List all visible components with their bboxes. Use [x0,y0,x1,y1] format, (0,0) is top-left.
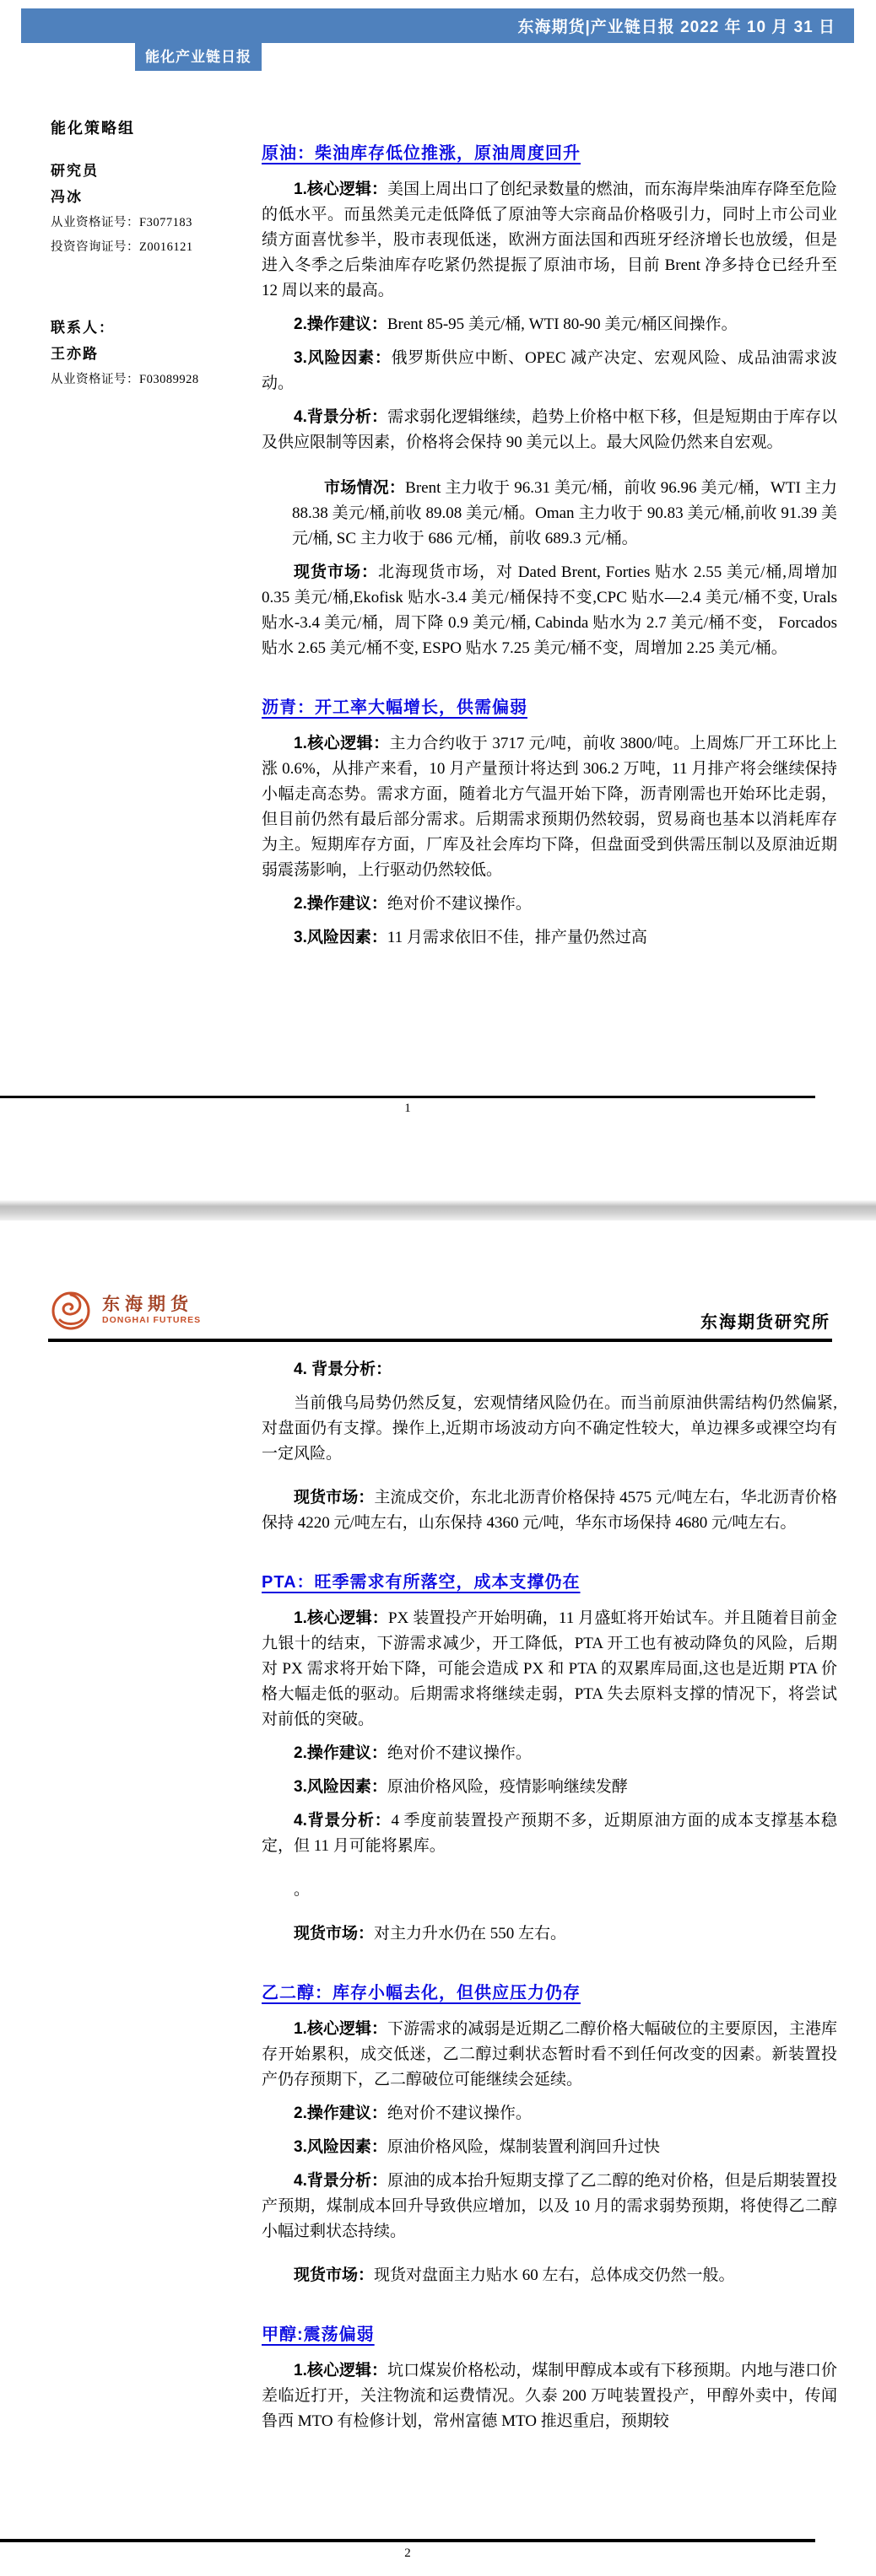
researcher-name: 冯冰 [51,189,83,205]
paragraph-lead: 2.操作建议： [294,315,387,333]
pta-spot-market: 现货市场：对主力升水仍在 550 左右。 [294,1925,567,1943]
crude-risks: 3.风险因素：俄罗斯供应中断、OPEC 减产决定、宏观风险、成品油需求波动。 [262,349,837,392]
meg-advice: 2.操作建议：绝对价不建议操作。 [294,2104,532,2122]
paragraph-lead: 4.背景分析： [294,2172,388,2190]
section-heading-crude: 原油：柴油库存低位推涨，原油周度回升 [262,144,581,163]
page1-main-column [262,139,837,959]
paragraph-lead: 1.核心逻辑： [294,735,390,752]
paragraph-lead: 2.操作建议： [294,895,387,913]
page1-footer-rule [0,1096,815,1098]
document-header-bar [21,8,854,43]
paragraph-lead: 1.核心逻辑： [294,2020,388,2038]
paragraph-lead: 现货市场： [294,563,379,581]
asphalt-background-text: 当前俄乌局势仍然反复，宏观情绪风险仍在。而当前原油供需结构仍然偏紧,对盘面仍有支撑。操作上,近期市场波动方向不确定性较大，单边裸多或裸空均有一定风险。 [262,1394,837,1463]
research-institute-title: 东海期货研究所 [700,1313,830,1332]
asphalt-advice: 2.操作建议：绝对价不建议操作。 [294,895,532,913]
methanol-core-logic: 1.核心逻辑：坑口煤炭价格松动，煤制甲醇成本或有下移预期。内地与港口价差临近打开，关注物流和运费情况。久泰 200 万吨装置投产，甲醇外卖中，传闻鲁西 MTO 有检修计划，常州富德 MTO 推迟重启，预期较 [262,2362,837,2430]
meg-core-logic: 1.核心逻辑：下游需求的减弱是近期乙二醇价格大幅破位的主要原因，主港库存开始累积，成交低迷，乙二醇过剩状态暂时看不到任何改变的因素。新装置投产仍存预期下，乙二醇破位可能继续会延续。 [262,2020,837,2088]
paragraph-lead: 4.背景分析： [294,408,388,426]
asphalt-spot-market: 现货市场：主流成交价，东北北沥青价格保持 4575 元/吨左右，华北沥青价格保持 4220 元/吨左右，山东保持 4360 元/吨，华东市场保持 4680 元/吨左右。 [262,1489,837,1532]
advisory-cert-number: 投资咨询证号：Z0016121 [51,240,193,254]
report-type-badge: 能化产业链日报 [135,41,262,71]
meg-spot-market: 现货市场：现货对盘面主力贴水 60 左右，总体成交仍然一般。 [294,2266,735,2284]
donghai-logo-icon [48,1286,95,1335]
page2-main-column [262,1354,837,2443]
practice-cert-number: 从业资格证号：F3077183 [51,216,192,229]
paragraph-lead: 现货市场： [294,1489,375,1506]
page2-header-rule [48,1339,832,1342]
paragraph-lead: 1.核心逻辑： [294,2362,388,2379]
meg-background: 4.背景分析：原油的成本抬升短期支撑了乙二醇的绝对价格，但是后期装置投产预期，煤制成本回升导致供应增加，以及 10 月的需求弱势预期，将使得乙二醇小幅过剩状态持续。 [262,2172,837,2240]
report-page-2 [0,1221,876,2576]
section-heading-meg: 乙二醇：库存小幅去化，但供应压力仍存 [262,1984,581,2002]
pta-risks: 3.风险因素：原油价格风险，疫情影响继续发酵 [294,1778,628,1796]
paragraph-lead: 3.风险因素： [294,2138,387,2156]
crude-core-logic: 1.核心逻辑：美国上周出口了创纪录数量的燃油，而东海岸柴油库存降至危险的低水平。而虽然美元走低降低了原油等大宗商品价格吸引力，同时上市公司业绩方面喜忧参半，股市表现低迷，欧洲方面法国和西班牙经济增长也放缓，但是进入冬季之后柴油库存吃紧仍然提振了原油市场，目前 Brent 净多持仓已经升至 12 周以来的最高。 [262,181,837,299]
author-sidebar [51,116,257,387]
contact-cert-number: 从业资格证号：F03089928 [51,373,199,386]
crude-spot-market: 现货市场：北海现货市场，对 Dated Brent, Forties 贴水 2.55 美元/桶,周增加 0.35 美元/桶,Ekofisk 贴水-3.4 美元/桶保持不变,CPC 贴水—2.4 美元/桶不变, Urals 贴水-3.4 美元/桶，周下降 0.9 美元/桶, Cabinda 贴水为 2.7 美元/桶不变， Forcados 贴水 2.65 美元/桶不变, ESPO 贴水 7.25 美元/桶不变，周增加 2.25 美元/桶。 [262,563,837,657]
pta-orphan-punctuation: 。 [294,1881,311,1899]
pta-core-logic: 1.核心逻辑：PX 装置投产开始明确，11 月盛虹将开始试车。并且随着目前金九银十的结束，下游需求减少，开工降低，PTA 开工也有被动降负的风险，后期对 PX 需求将开始下降，可能会造成 PX 和 PTA 的双累库局面,这也是近期 PTA 价格大幅走低的驱动。后期需求将继续走弱，PTA 失去原料支撑的情况下，将尝试对前低的突破。 [262,1609,837,1728]
asphalt-background-lead: 4. 背景分析： [294,1361,392,1378]
page1-number: 1 [404,1102,411,1115]
paragraph-lead: 3.风险因素： [294,929,387,946]
crude-market-overview: 市场情况：Brent 主力收于 96.31 美元/桶，前收 96.96 美元/桶，WTI 主力 88.38 美元/桶,前收 89.08 美元/桶。Oman 主力收于 90.83 美元/桶,前收 91.39 美元/桶, SC 主力收于 686 元/桶，前收 689.3 元/桶。 [292,479,837,547]
page-gap-separator [0,1200,876,1221]
paragraph-lead: 现货市场： [294,2266,375,2284]
paragraph-lead: 1.核心逻辑： [294,181,388,198]
document-title: 东海期货|产业链日报 2022 年 10 月 31 日 [517,19,835,36]
contact-label: 联系人： [51,320,115,336]
paragraph-lead: 3.风险因素： [294,1778,387,1796]
page2-number: 2 [404,2546,411,2560]
section-heading-asphalt: 沥青：开工率大幅增长，供需偏弱 [262,698,527,717]
contact-name: 王亦路 [51,346,99,362]
section-heading-methanol: 甲醇:震荡偏弱 [262,2325,375,2344]
company-logo [48,1286,201,1335]
logo-english-name: DONGHAI FUTURES [102,1315,202,1325]
asphalt-core-logic: 1.核心逻辑：主力合约收于 3717 元/吨，前收 3800/吨。上周炼厂开工环比上涨 0.6%，从排产来看，10 月产量预计将达到 306.2 万吨，11 月排产将会继续保持小幅走高态势。需求方面，随着北方气温开始下降，沥青刚需也开始环比走弱，但目前仍然有最后部分需求。后期需求预期仍然较弱，贸易商也基本以消耗库存为主。短期库存方面，厂库及社会库均下降，但盘面受到供需压制以及原油近期弱震荡影响，上行驱动仍然较低。 [262,735,837,879]
asphalt-risks: 3.风险因素：11 月需求依旧不佳，排产量仍然过高 [294,929,647,946]
paragraph-lead: 4.背景分析： [294,1812,392,1830]
paragraph-lead: 3.风险因素： [294,349,392,367]
paragraph-lead: 2.操作建议： [294,2104,387,2122]
paragraph-lead: 1.核心逻辑： [294,1609,388,1627]
logo-wordmark [102,1296,201,1326]
paragraph-lead: 现货市场： [294,1925,375,1943]
paragraph-lead: 2.操作建议： [294,1744,387,1762]
pta-advice: 2.操作建议：绝对价不建议操作。 [294,1744,532,1762]
page2-footer-rule [0,2539,815,2542]
report-page-1 [0,0,876,1200]
crude-advice: 2.操作建议：Brent 85-95 美元/桶, WTI 80-90 美元/桶区间操作。 [294,315,738,333]
pta-background: 4.背景分析：4 季度前装置投产预期不多，近期原油方面的成本支撑基本稳定，但 11 月可能将累库。 [262,1812,837,1855]
researcher-role-label: 研究员 [51,163,99,179]
section-heading-pta: PTA：旺季需求有所落空，成本支撑仍在 [262,1573,581,1592]
strategy-team-label: 能化策略组 [51,120,135,137]
meg-risks: 3.风险因素：原油价格风险，煤制装置利润回升过快 [294,2138,660,2156]
crude-background: 4.背景分析：需求弱化逻辑继续，趋势上价格中枢下移，但是短期由于库存以及供应限制等因素，价格将会保持 90 美元以上。最大风险仍然来自宏观。 [262,408,837,451]
paragraph-lead: 市场情况： [324,479,406,497]
logo-chinese-name: 东海期货 [102,1295,193,1314]
